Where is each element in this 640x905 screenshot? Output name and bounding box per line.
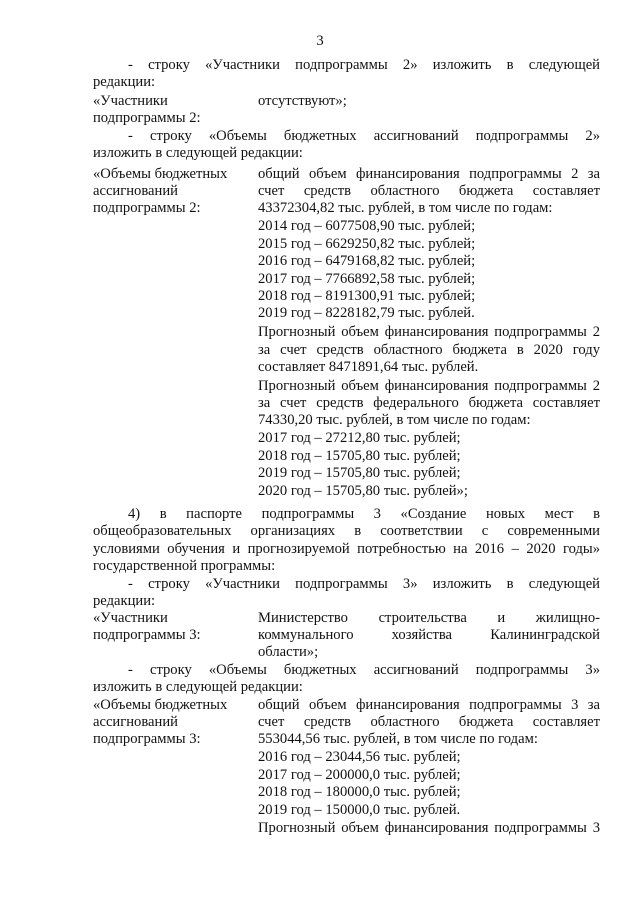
- instruction-budget-2: - строку «Объемы бюджетных ассигнований подпрограммы 2»: [128, 128, 600, 144]
- budget-2-forecast-line: составляет 8471891,64 тыс. рублей.: [258, 359, 479, 375]
- row-label-budget-2-l3: подпрограммы 2:: [93, 200, 201, 216]
- instruction-participants-2: - строку «Участники подпрограммы 2» изложить в следующей: [128, 57, 600, 73]
- page-number: 3: [316, 33, 324, 49]
- budget-2-federal-line: 74330,20 тыс. рублей, в том числе по годам:: [258, 412, 531, 428]
- item-4-line: условиями обучения и прогнозируемой потребностью на 2016 – 2020 годы»: [93, 541, 600, 557]
- budget-3-year-line: 2017 год – 200000,0 тыс. рублей;: [258, 767, 461, 783]
- instruction-budget-3: - строку «Объемы бюджетных ассигнований подпрограммы 3»: [128, 662, 600, 678]
- budget-2-line: общий объем финансирования подпрограммы 2 за: [258, 166, 600, 182]
- budget-2-federal-line: Прогнозный объем финансирования подпрограммы 2: [258, 378, 600, 394]
- budget-2-year-line: 2018 год – 8191300,91 тыс. рублей;: [258, 288, 476, 304]
- budget-2-forecast-line: Прогнозный объем финансирования подпрограммы 2: [258, 324, 600, 340]
- row-label-participants-3: «Участники: [93, 610, 168, 626]
- instruction-participants-2-cont: редакции:: [93, 74, 156, 90]
- item-4-line: государственной программы:: [93, 558, 276, 574]
- instruction-budget-3-cont: изложить в следующей редакции:: [93, 679, 303, 695]
- budget-2-year-line: 2014 год – 6077508,90 тыс. рублей;: [258, 218, 476, 234]
- budget-2-line: счет средств областного бюджета составляет: [258, 183, 600, 199]
- item-4-line: общеобразовательных организациях в соответствии с современными: [93, 523, 600, 539]
- budget-2-forecast-line: за счет средств областного бюджета в 2020 году: [258, 342, 600, 358]
- budget-3-year-line: 2018 год – 180000,0 тыс. рублей;: [258, 784, 461, 800]
- row-label-budget-2-l2: ассигнований: [93, 183, 178, 199]
- row-value-participants-2: отсутствуют»;: [258, 93, 347, 109]
- budget-2-federal-year-line: 2018 год – 15705,80 тыс. рублей;: [258, 448, 461, 464]
- participants-3-line: области»;: [258, 644, 319, 660]
- budget-2-federal-year-line: 2019 год – 15705,80 тыс. рублей;: [258, 465, 461, 481]
- budget-2-federal-year-line: 2020 год – 15705,80 тыс. рублей»;: [258, 483, 468, 499]
- row-label-participants-3-cont: подпрограммы 3:: [93, 627, 201, 643]
- budget-2-line: 43372304,82 тыс. рублей, в том числе по годам:: [258, 200, 553, 216]
- budget-3-forecast-line: Прогнозный объем финансирования подпрограммы 3: [258, 820, 600, 836]
- budget-3-line: счет средств областного бюджета составляет: [258, 714, 600, 730]
- row-label-budget-2: «Объемы бюджетных: [93, 166, 228, 182]
- instruction-participants-3: - строку «Участники подпрограммы 3» изложить в следующей: [128, 576, 600, 592]
- row-label-budget-3-l2: ассигнований: [93, 714, 178, 730]
- row-label-budget-3: «Объемы бюджетных: [93, 697, 228, 713]
- participants-3-line: коммунального хозяйства Калининградской: [258, 627, 600, 643]
- instruction-budget-2-cont: изложить в следующей редакции:: [93, 145, 303, 161]
- budget-2-federal-year-line: 2017 год – 27212,80 тыс. рублей;: [258, 430, 461, 446]
- instruction-participants-3-cont: редакции:: [93, 593, 156, 609]
- row-label-participants-2: «Участники: [93, 93, 168, 109]
- item-4-line: 4) в паспорте подпрограммы 3 «Создание новых мест в: [128, 506, 600, 522]
- budget-3-line: 553044,56 тыс. рублей, в том числе по годам:: [258, 731, 538, 747]
- row-label-participants-2-cont: подпрограммы 2:: [93, 110, 201, 126]
- budget-3-line: общий объем финансирования подпрограммы 3 за: [258, 697, 600, 713]
- row-label-budget-3-l3: подпрограммы 3:: [93, 731, 201, 747]
- budget-3-year-line: 2019 год – 150000,0 тыс. рублей.: [258, 802, 461, 818]
- budget-2-federal-line: за счет средств федерального бюджета составляет: [258, 395, 600, 411]
- budget-2-year-line: 2015 год – 6629250,82 тыс. рублей;: [258, 236, 476, 252]
- budget-2-year-line: 2017 год – 7766892,58 тыс. рублей;: [258, 271, 476, 287]
- budget-2-year-line: 2019 год – 8228182,79 тыс. рублей.: [258, 305, 475, 321]
- budget-3-year-line: 2016 год – 23044,56 тыс. рублей;: [258, 749, 461, 765]
- participants-3-line: Министерство строительства и жилищно-: [258, 610, 600, 626]
- budget-2-year-line: 2016 год – 6479168,82 тыс. рублей;: [258, 253, 476, 269]
